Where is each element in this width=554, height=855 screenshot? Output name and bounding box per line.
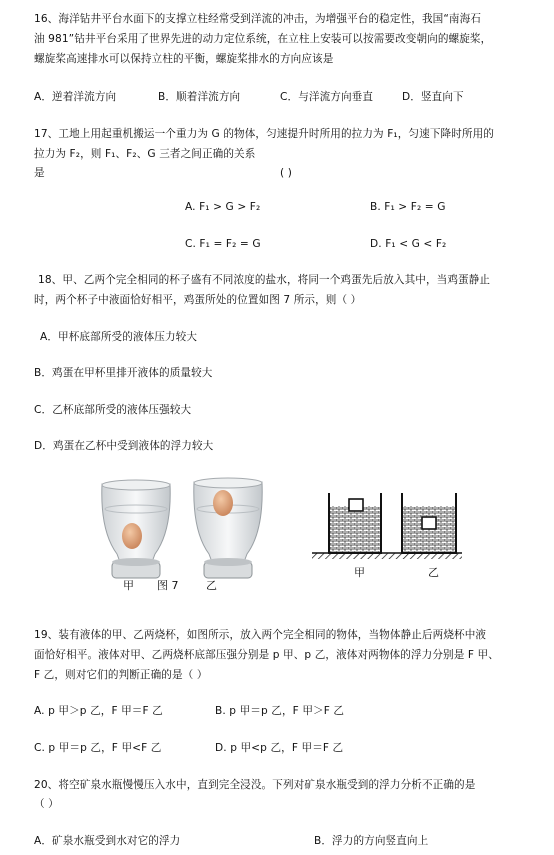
q17-option-d: D. F₁ < G < F₂ — [370, 238, 447, 250]
q18-stem-line2: 时，两个杯子中液面恰好相平，鸡蛋所处的位置如图 7 所示，则（ ） — [34, 294, 362, 306]
egg-jia — [122, 523, 142, 549]
q19-option-b: B. p 甲＝p 乙，F 甲＞F 乙 — [215, 705, 345, 717]
beaker-yi — [402, 493, 456, 553]
q17-option-b: B. F₁ > F₂ = G — [370, 201, 446, 213]
beaker-label-yi: 乙 — [428, 566, 439, 579]
figure-7-glasses-with-eggs — [92, 476, 272, 594]
glass-jia — [102, 480, 170, 578]
block-yi — [422, 517, 436, 529]
block-jia — [349, 499, 363, 511]
beaker-label-jia: 甲 — [354, 566, 365, 579]
q18-option-a: A．甲杯底部所受的液体压力较大 — [40, 331, 198, 343]
figure-7-label-yi: 乙 — [206, 579, 217, 592]
q17-stem-line2: 拉力为 F₂，则 F₁、F₂、G 三者之间正确的关系 — [34, 148, 256, 160]
figure-7-label-jia: 甲 — [123, 579, 134, 592]
q16-stem-line2: 油 981”钻井平台采用了世界先进的动力定位系统，在立柱上安装可以按需要改变朝向的螺旋桨， — [34, 33, 492, 45]
q16-stem-line3: 螺旋桨高速排水可以保持立柱的平衡，螺旋桨排水的方向应该是 — [34, 53, 334, 65]
q19-stem-line3: F 乙，则对它们的判断正确的是（ ） — [34, 669, 208, 681]
q18-option-b: B．鸡蛋在甲杯里排开液体的质量较大 — [34, 367, 213, 379]
q18-stem-line1: 18、甲、乙两个完全相同的杯子盛有不同浓度的盐水，将同一个鸡蛋先后放入其中，当鸡蛋静止 — [38, 274, 491, 286]
q19-stem-line1: 19、装有液体的甲、乙两烧杯，如图所示，放入两个完全相同的物体，当物体静止后两烧杯中液 — [34, 629, 487, 641]
figure-7-caption: 图 7 — [157, 579, 179, 592]
q20-option-a: A．矿泉水瓶受到水对它的浮力 — [34, 835, 181, 847]
q19-option-d: D. p 甲<p 乙，F 甲＝F 乙 — [215, 742, 344, 754]
q17-option-c: C. F₁ = F₂ = G — [185, 238, 261, 250]
q18-option-d: D．鸡蛋在乙杯中受到液体的浮力较大 — [34, 440, 214, 452]
q17-stem-line1: 17、工地上用起重机搬运一个重力为 G 的物体，匀速提升时所用的拉力为 F₁，匀速下降时所用的 — [34, 128, 494, 140]
q19-option-a: A. p 甲＞p 乙，F 甲＝F 乙 — [34, 705, 163, 717]
q17-answer-paren: ( ) — [280, 167, 292, 179]
q20-stem-line1: 20、将空矿泉水瓶慢慢压入水中，直到完全浸没。下列对矿泉水瓶受到的浮力分析不正确的是 — [34, 779, 476, 791]
q19-stem-line2: 面恰好相平。液体对甲、乙两烧杯底部压强分别是 p 甲、p 乙，液体对两物体的浮力分别是 F 甲、 — [34, 649, 499, 661]
egg-yi — [213, 490, 233, 516]
q16-option-d: D．竖直向下 — [402, 91, 464, 103]
beaker-blocks-figure — [312, 487, 462, 569]
q16-option-c: C．与洋流方向垂直 — [280, 91, 374, 103]
beaker-jia — [329, 493, 381, 553]
glass-yi — [194, 478, 262, 578]
q16-option-b: B．顺着洋流方向 — [158, 91, 241, 103]
q20-stem-line2: （ ） — [34, 798, 59, 810]
q16-option-a: A．逆着洋流方向 — [34, 91, 117, 103]
q20-option-b: B．浮力的方向竖直向上 — [314, 835, 429, 847]
q16-stem-line1: 16、海洋钻井平台水面下的支撑立柱经常受到洋流的冲击，为增强平台的稳定性，我国“南海石 — [34, 13, 482, 25]
q17-option-a: A. F₁ > G > F₂ — [185, 201, 261, 213]
q17-stem-line3: 是 — [34, 167, 45, 179]
q18-option-c: C．乙杯底部所受的液体压强较大 — [34, 404, 192, 416]
q19-option-c: C. p 甲＝p 乙，F 甲<F 乙 — [34, 742, 162, 754]
